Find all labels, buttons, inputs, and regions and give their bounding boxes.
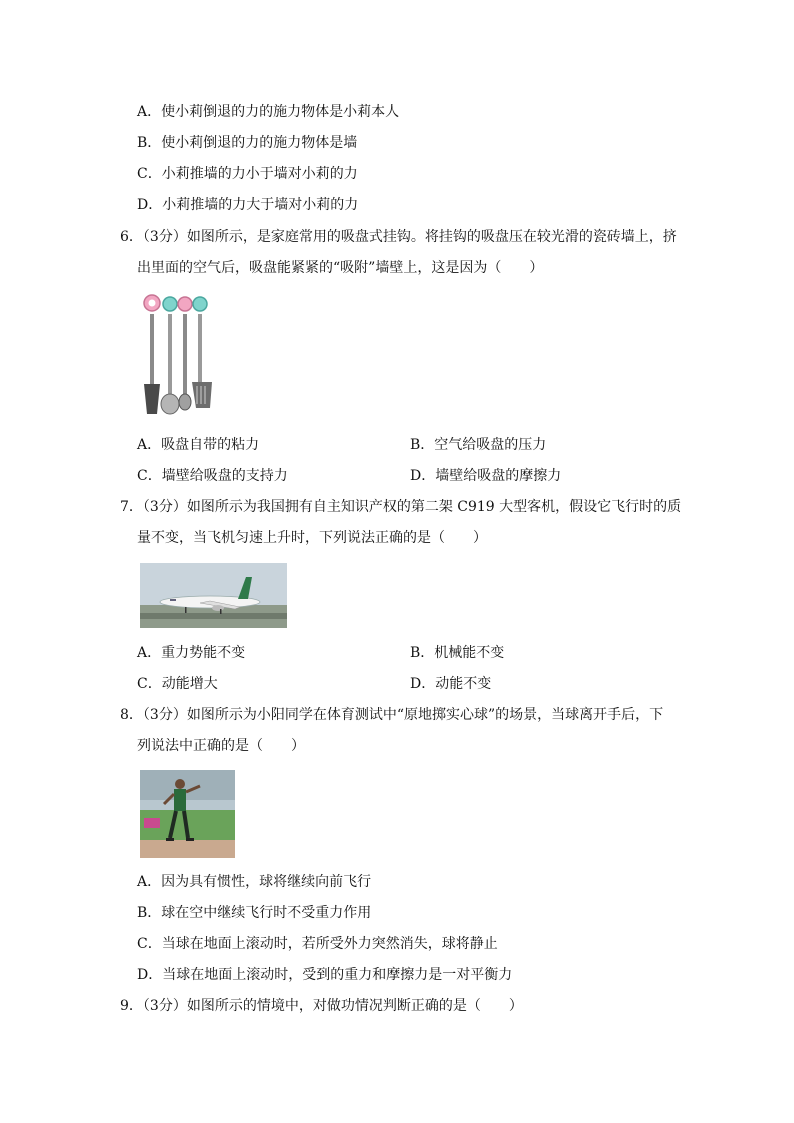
q8-stem-line1: 8．（3分）如图所示为小阳同学在体育测试中“原地掷实心球”的场景，当球离开手后，下 [120,707,664,723]
q7-stem-line1: 7．（3分）如图所示为我国拥有自主知识产权的第二架 C919 大型客机，假设它飞行时的质 [120,499,682,515]
q6-option-c: C．墙壁给吸盘的支持力 [137,468,288,484]
q7-option-a: A．重力势能不变 [137,645,246,661]
q7-stem-line2: 量不变，当飞机匀速上升时，下列说法正确的是（ ） [137,530,487,546]
q8-option-b: B．球在空中继续飞行时不受重力作用 [137,905,372,921]
q5-option-d: D．小莉推墙的力大于墙对小莉的力 [137,197,359,213]
q8-stem-line2: 列说法中正确的是（ ） [137,738,305,754]
q5-option-a: A．使小莉倒退的力的施力物体是小莉本人 [137,104,400,120]
q9-stem-line1: 9．（3分）如图所示的情境中，对做功情况判断正确的是（ ） [120,998,523,1014]
q8-option-d: D．当球在地面上滚动时，受到的重力和摩擦力是一对平衡力 [137,967,513,983]
q7-option-b: B．机械能不变 [410,645,505,661]
q8-option-a: A．因为具有惯性，球将继续向前飞行 [137,874,372,890]
q6-option-b: B．空气给吸盘的压力 [410,437,547,453]
suction-hook-figure [140,292,220,420]
q6-stem-line1: 6．（3分）如图所示，是家庭常用的吸盘式挂钩。将挂钩的吸盘压在较光滑的瓷砖墙上，挤 [120,229,677,245]
q5-option-b: B．使小莉倒退的力的施力物体是墙 [137,135,358,151]
q8-option-c: C．当球在地面上滚动时，若所受外力突然消失，球将静止 [137,936,498,952]
q6-stem-line2: 出里面的空气后，吸盘能紧紧的“吸附”墙壁上，这是因为（ ） [137,260,544,276]
q5-option-c: C．小莉推墙的力小于墙对小莉的力 [137,166,358,182]
q6-option-a: A．吸盘自带的粘力 [137,437,260,453]
q7-option-d: D．动能不变 [410,676,492,692]
q7-option-c: C．动能增大 [137,676,218,692]
c919-aircraft-figure [140,563,287,628]
shot-throw-figure [140,770,235,858]
q6-option-d: D．墙壁给吸盘的摩擦力 [410,468,562,484]
